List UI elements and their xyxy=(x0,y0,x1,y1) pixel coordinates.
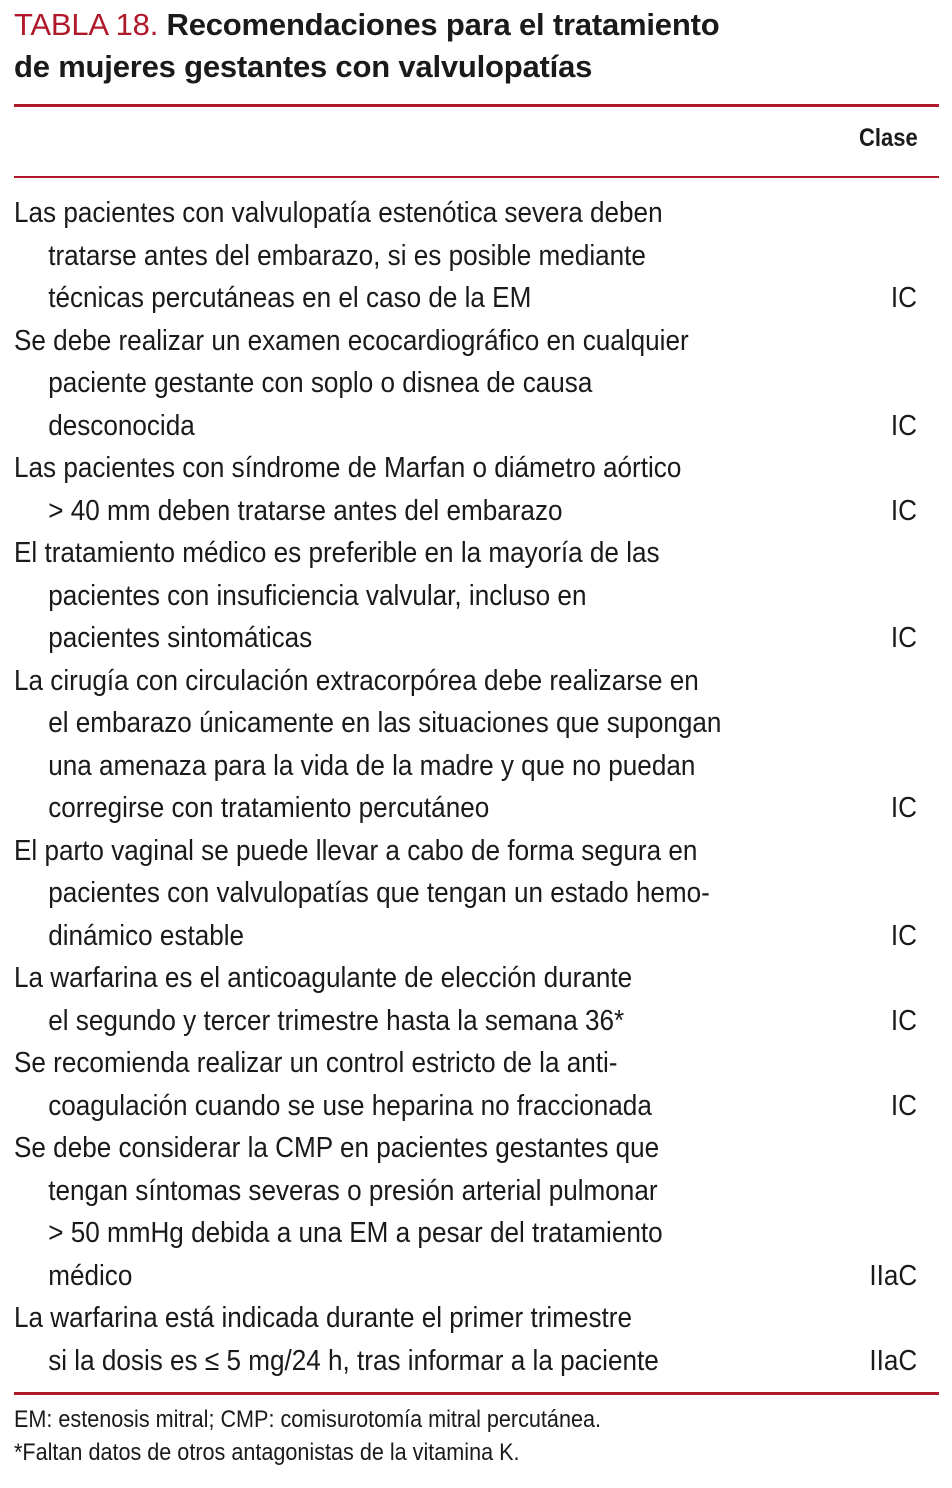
recommendation-line: el segundo y tercer trimestre hasta la semana 36* xyxy=(48,1004,625,1037)
recommendation-text xyxy=(14,660,770,830)
recommendation-line: Se debe realizar un examen ecocardiográfico en cualquier xyxy=(14,324,689,357)
recommendation-class: IIaC xyxy=(869,1344,917,1377)
table-row xyxy=(14,660,939,830)
recommendation-text xyxy=(14,1127,770,1297)
table-heading-line-2: de mujeres gestantes con valvulopatías xyxy=(14,49,593,84)
recommendation-line: el embarazo únicamente en las situaciones que supongan xyxy=(48,707,722,739)
table-row xyxy=(14,957,939,1042)
recommendation-line: médico xyxy=(48,1259,133,1292)
recommendation-line: Las pacientes con síndrome de Marfan o diámetro aórtico xyxy=(14,452,682,484)
recommendation-line: una amenaza para la vida de la madre y que no puedan xyxy=(48,749,696,782)
recommendation-class: IC xyxy=(890,622,917,654)
recommendation-class: IC xyxy=(890,1004,917,1037)
recommendation-class: IIaC xyxy=(869,1259,917,1292)
recommendation-line: tratarse antes del embarazo, si es posible mediante xyxy=(48,239,646,272)
table-row xyxy=(14,1297,939,1382)
recommendation-line: desconocida xyxy=(48,409,195,442)
recommendation-line: La warfarina es el anticoagulante de elección durante xyxy=(14,962,633,994)
recommendation-line: técnicas percutáneas en el caso de la EM xyxy=(48,282,532,314)
footnotes xyxy=(14,1403,824,1469)
table-row xyxy=(14,1042,939,1127)
footnote: *Faltan datos de otros antagonistas de la vitamina K. xyxy=(14,1439,520,1466)
recommendation-text xyxy=(14,1297,770,1382)
table-row xyxy=(14,830,939,958)
recommendation-line: dinámico estable xyxy=(48,919,245,952)
recommendation-text xyxy=(14,192,770,320)
header-divider xyxy=(14,176,939,178)
recommendation-line: Se debe considerar la CMP en pacientes gestantes que xyxy=(14,1132,660,1164)
recommendation-line: tengan síntomas severas o presión arterial pulmonar xyxy=(48,1174,658,1207)
recommendation-class: IC xyxy=(890,1089,917,1122)
table-row xyxy=(14,192,939,320)
recommendation-line: La cirugía con circulación extracorpórea debe realizarse en xyxy=(14,664,699,697)
recommendation-class: IC xyxy=(890,919,917,952)
recommendation-line: pacientes sintomáticas xyxy=(48,622,313,654)
footnote: EM: estenosis mitral; CMP: comisurotomía mitral percutánea. xyxy=(14,1406,601,1433)
recommendation-line: paciente gestante con soplo o disnea de causa xyxy=(48,367,593,399)
recommendation-text xyxy=(14,320,770,448)
bottom-divider xyxy=(14,1392,939,1395)
recommendation-line: La warfarina está indicada durante el primer trimestre xyxy=(14,1302,632,1334)
recommendation-text xyxy=(14,532,770,660)
table-row xyxy=(14,447,939,532)
recommendation-class: IC xyxy=(890,409,917,442)
table-row xyxy=(14,532,939,660)
table-title xyxy=(14,4,934,88)
recommendation-line: > 40 mm deben tratarse antes del embarazo xyxy=(48,494,563,527)
recommendation-line: > 50 mmHg debida a una EM a pesar del tratamiento xyxy=(48,1217,663,1249)
recommendation-line: Se recomienda realizar un control estricto de la anti- xyxy=(14,1047,618,1079)
recommendation-line: si la dosis es ≤ 5 mg/24 h, tras informar a la paciente xyxy=(48,1344,659,1377)
recommendation-text xyxy=(14,447,770,532)
recommendation-text xyxy=(14,957,770,1042)
recommendation-line: coagulación cuando se use heparina no fraccionada xyxy=(48,1089,652,1122)
recommendation-line: El parto vaginal se puede llevar a cabo de forma segura en xyxy=(14,834,698,867)
recommendation-text xyxy=(14,830,770,958)
recommendation-line: Las pacientes con valvulopatía estenótica severa deben xyxy=(14,197,663,229)
recommendation-class: IC xyxy=(890,792,917,824)
recommendation-text xyxy=(14,1042,770,1127)
recommendation-line: pacientes con insuficiencia valvular, incluso en xyxy=(48,579,587,612)
recommendation-line: pacientes con valvulopatías que tengan un estado hemo- xyxy=(48,877,710,909)
recommendation-line: corregirse con tratamiento percutáneo xyxy=(48,792,490,824)
table-row xyxy=(14,320,939,448)
recommendations-table xyxy=(14,192,939,1382)
table-heading-line-1: Recomendaciones para el tratamiento xyxy=(166,7,720,42)
recommendation-line: El tratamiento médico es preferible en la mayoría de las xyxy=(14,537,660,569)
class-column-header: Clase xyxy=(859,124,918,152)
recommendation-class: IC xyxy=(890,282,917,314)
table-row xyxy=(14,1127,939,1297)
top-divider xyxy=(14,104,939,107)
table-number: TABLA 18. xyxy=(14,7,159,42)
recommendation-class: IC xyxy=(890,494,917,527)
